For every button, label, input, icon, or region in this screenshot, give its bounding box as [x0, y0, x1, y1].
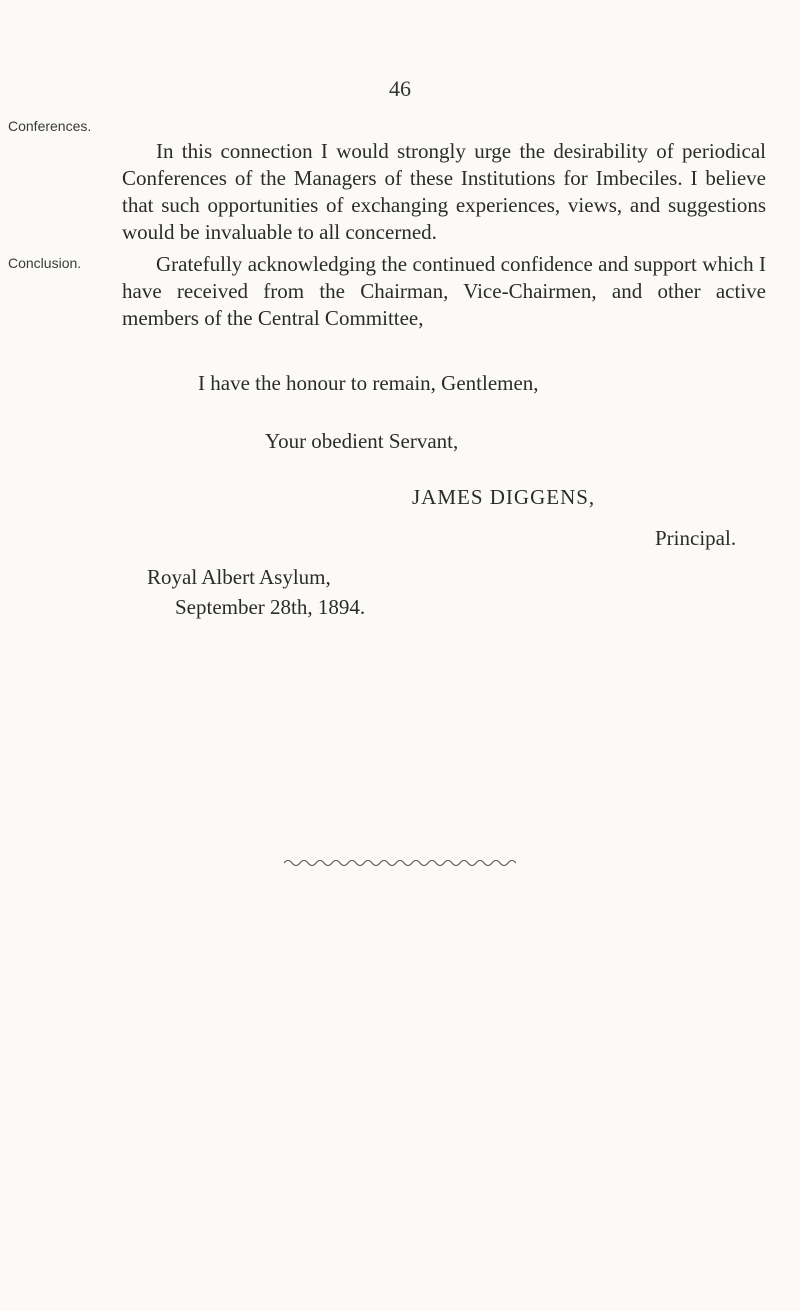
salutation: I have the honour to remain, Gentlemen,	[198, 371, 539, 395]
paragraph-conclusion	[122, 251, 766, 332]
valediction: Your obedient Servant,	[265, 429, 459, 453]
paragraph-conferences-text: In this connection I would strongly urge the desirability of periodical Conferences of the Managers of these Institutions for Imbeciles. I believe that such opportunities of exchanging experiences, views, and suggestions would be invaluable to all concerned.	[122, 139, 766, 244]
signatory-title: Principal.	[655, 526, 737, 550]
margin-note-conferences: Conferences.	[8, 118, 92, 134]
page-number: 46	[389, 76, 411, 101]
paragraph-conclusion-text: Gratefully acknowledging the continued confidence and support which I have received from the Chairman, Vice-Chairmen, and other active members of the Central Committee,	[122, 252, 766, 330]
signature-name: JAMES DIGGENS,	[412, 485, 596, 509]
wavy-rule-ornament	[284, 858, 516, 868]
place-line: Royal Albert Asylum,	[147, 565, 331, 589]
margin-note-conclusion: Conclusion.	[8, 255, 82, 271]
paragraph-conferences	[122, 138, 766, 246]
date-line: September 28th, 1894.	[175, 595, 366, 619]
